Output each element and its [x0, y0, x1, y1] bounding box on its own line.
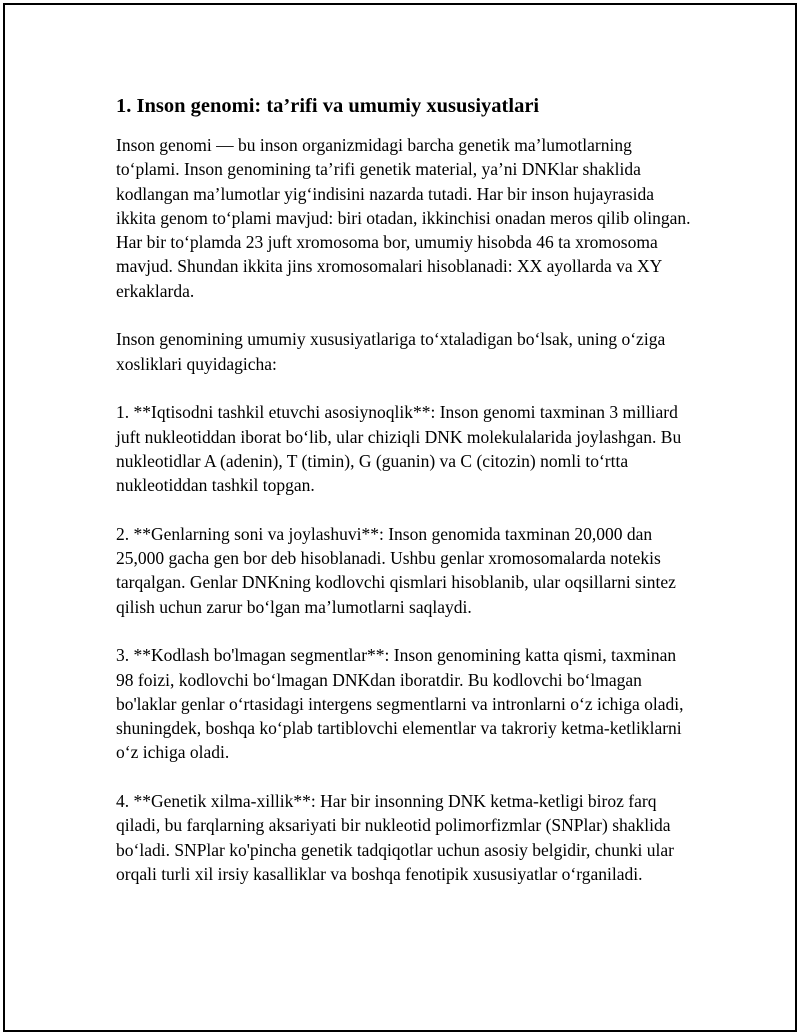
- paragraph-feature-4: 4. **Genetik xilma-xillik**: Har bir insonning DNK ketma-ketligi biroz farq qiladi, bu farqlarning aksariyati bir nukleotid polimorfizmlar (SNPlar) shaklida bo‘ladi. SNPlar ko'pincha genetik tadqiqotlar uchun asosiy belgidir, chunki ular orqali turli xil irsiy kasalliklar va boshqa fenotipik xususiyatlar o‘rganiladi.: [116, 791, 674, 884]
- paragraph-feature-3: 3. **Kodlash bo'lmagan segmentlar**: Inson genomining katta qismi, taxminan 98 foizi, kodlovchi bo‘lmagan DNKdan iboratdir. Bu kodlovchi bo‘lmagan bo'laklar genlar o‘rtasidagi intergens segmentlarni va intronlarni o‘z ichiga oladi, shuningdek, boshqa ko‘plab tartiblovchi elementlar va takroriy ketma-ketliklarni o‘z ichiga oladi.: [116, 645, 684, 763]
- document-body: [116, 93, 696, 911]
- paragraph-intro-features: Inson genomining umumiy xususiyatlariga to‘xtaladigan bo‘lsak, uning o‘ziga xosliklari quyidagicha:: [116, 329, 666, 374]
- paragraph-feature-1: 1. **Iqtisodni tashkil etuvchi asosiynoqlik**: Inson genomi taxminan 3 milliard juft nukleotiddan iborat bo‘lib, ular chiziqli DNK molekulalarida joylashgan. Bu nukleotidlar A (adenin), T (timin), G (guanin) va C (citozin) nomli to‘rtta nukleotiddan tashkil topgan.: [116, 402, 682, 496]
- section-heading: 1. Inson genomi: ta’rifi va umumiy xususiyatlari: [116, 95, 540, 117]
- paragraph-definition: Inson genomi — bu inson organizmidagi barcha genetik ma’lumotlarning to‘plami. Inson genomining ta’rifi genetik material, ya’ni DNKlar shaklida kodlangan ma’lumotlar yig‘indisini nazarda tutadi. Har bir inson hujayrasida ikkita genom to‘plami mavjud: biri otadan, ikkinchisi onadan meros qilib olingan. Har bir to‘plamda 23 juft xromosoma bor, umumiy hisobda 46 ta xromosoma mavjud. Shundan ikkita jins xromosomalari hisoblanadi: XX ayollarda va XY erkaklarda.: [116, 135, 691, 301]
- paragraph-feature-2: 2. **Genlarning soni va joylashuvi**: Inson genomida taxminan 20,000 dan 25,000 gacha gen bor deb hisoblanadi. Ushbu genlar xromosomalarda notekis tarqalgan. Genlar DNKning kodlovchi qismlari hisoblanib, ular oqsillarni sintez qilish uchun zarur bo‘lgan ma’lumotlarni saqlaydi.: [116, 523, 676, 617]
